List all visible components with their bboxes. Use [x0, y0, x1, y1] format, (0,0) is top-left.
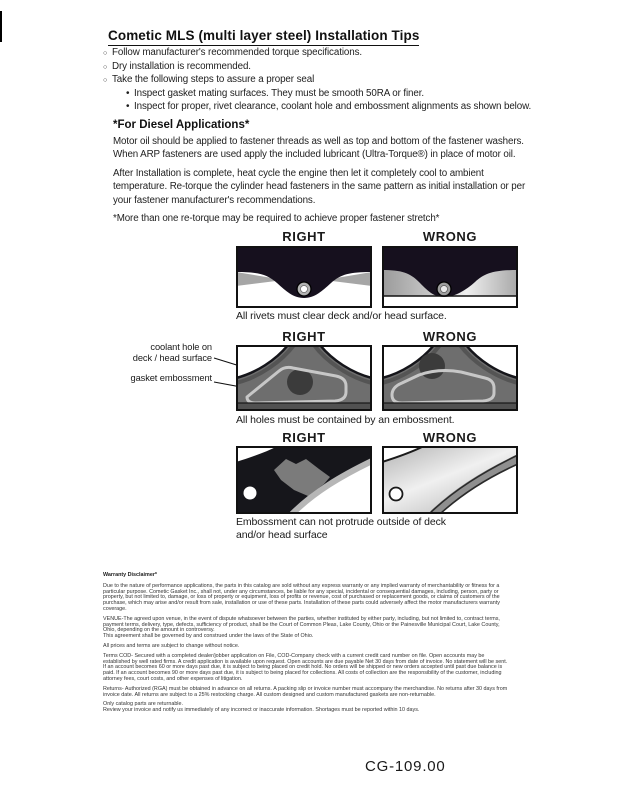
page-code: CG-109.00 — [365, 758, 446, 775]
embossment-wrong-diagram — [382, 446, 518, 514]
right-label: RIGHT — [282, 229, 326, 244]
coolant-hole-right-diagram — [236, 345, 372, 411]
tips-list — [103, 46, 593, 114]
sub-bullet-item: • Inspect for proper, rivet clearance, coolant hole and embossment alignments as shown below. — [126, 100, 593, 114]
legal-section — [103, 573, 511, 718]
legal-paragraph: Review your invoice and notify us immediately of any incorrect or inaccurate information. Shortages must be reported within 10 days. — [103, 707, 420, 714]
bullet-item: ○ Follow manufacturer's recommended torque specifications. — [103, 46, 593, 60]
legal-paragraph: Terms COD- Secured with a completed dealer/jobber application on File, COD-Company check with a current credit card number on file. Open accounts may be established by well rated firms. A credit application is available upon request. Open accounts are due payable Net 30 days from date of invoice. No statement will be sent. If an account becomes 60 or more days past due, it is subject to being placed on credit hold. No orders will be shipped or new orders accepted until past due balance is paid. If an account becomes 90 or more days past due, it is subject to being placed for collections. All costs of collection are the responsibility of the customer, including attorney fees, court costs, and other expenses of litigation. — [103, 652, 508, 682]
scan-artifact-line — [0, 11, 2, 42]
bolt-hole-icon — [244, 487, 257, 500]
wrong-label: WRONG — [422, 329, 478, 344]
diesel-heading: *For Diesel Applications* — [113, 119, 250, 131]
legal-paragraph: This agreement shall be governed by and construed under the laws of the State of Ohio. — [103, 633, 314, 640]
legal-paragraph: All prices and terms are subject to change without notice. — [103, 642, 240, 649]
diesel-paragraph: *More than one re-torque may be required to achieve proper fastener stretch* — [113, 213, 440, 224]
diagram-caption-rivets: All rivets must clear deck and/or head surface. — [236, 310, 447, 322]
page-title: Cometic MLS (multi layer steel) Installation Tips — [108, 28, 419, 46]
right-label: RIGHT — [282, 329, 326, 344]
sub-bullet-item: • Inspect gasket mating surfaces. They must be smooth 50RA or finer. — [126, 87, 593, 101]
legal-paragraph: VENUE-The agreed upon venue, in the event of dispute whatsoever between the parties, whether instituted by either party, including, but not limited to, contract terms, payment terms, delivery, type, defects, sufficiency of product, shall be the Court of Common Pleas, Lake County, Ohio or the Painesville Municipal Court, Lake County, Ohio, depending on the amount in controversy. — [103, 615, 500, 634]
annotation-label-coolant-hole: coolant hole on deck / head surface — [132, 342, 212, 363]
rivet-clearance-right-diagram — [236, 246, 372, 308]
right-label: RIGHT — [282, 430, 326, 445]
diesel-paragraph: After Installation is complete, heat cycle the engine then let it completely cool to ambient temperature. Re-torque the cylinder head fasteners in the same pattern as initial installation or per your fastener manufacturer's recommendations. — [113, 168, 526, 206]
bullet-item: ○ Take the following steps to assure a proper seal — [103, 73, 593, 87]
wrong-label: WRONG — [422, 430, 478, 445]
bolt-hole-icon — [390, 488, 403, 501]
wrong-label: WRONG — [422, 229, 478, 244]
bullet-item: ○ Dry installation is recommended. — [103, 60, 593, 74]
diagram-caption-embossment: Embossment can not protrude outside of deck and/or head surface — [236, 516, 446, 541]
legal-paragraph: Returns- Authorized (RGA) must be obtained in advance on all returns. A packing slip or invoice number must accompany the merchandise. No returns after 30 days from invoice date. All returns are subject to a 25% restocking charge. All custom designed and custom manufactured gaskets are non-returnable. — [103, 685, 508, 698]
warranty-heading: Warranty Disclaimer* — [103, 572, 158, 578]
annotation-label-gasket-embossment: gasket embossment — [130, 373, 212, 383]
legal-paragraph: Due to the nature of performance applications, the parts in this catalog are sold without any express warranty or any implied warranty of merchantability or fitness for a particular purpose. Cometic Gasket Inc., shall not, under any circumstances, be liable for any special, incidental or consequential damages, including, person, party or property, but not limited to, damage, or loss of property or equipment, loss of profits or revenue, cost of purchased or replacement goods, or claims of customers of the purchase, which may arise and/or result from sale, installation or use of these parts. Installation of these parts could adversely affect the motor manufacturers warranty coverage. — [103, 582, 500, 612]
rivet-clearance-wrong-diagram — [382, 246, 518, 308]
legal-paragraph: Only catalog parts are returnable. — [103, 701, 184, 708]
diesel-paragraph: Motor oil should be applied to fastener threads as well as top and bottom of the fastener washers. When ARP fasteners are used apply the included lubricant (Ultra-Torque®) in place of motor oil. — [113, 136, 524, 161]
coolant-hole-wrong-diagram — [382, 345, 518, 411]
coolant-hole-icon — [287, 369, 313, 395]
embossment-right-diagram — [236, 446, 372, 514]
diagram-caption-holes: All holes must be contained by an embossment. — [236, 414, 455, 426]
